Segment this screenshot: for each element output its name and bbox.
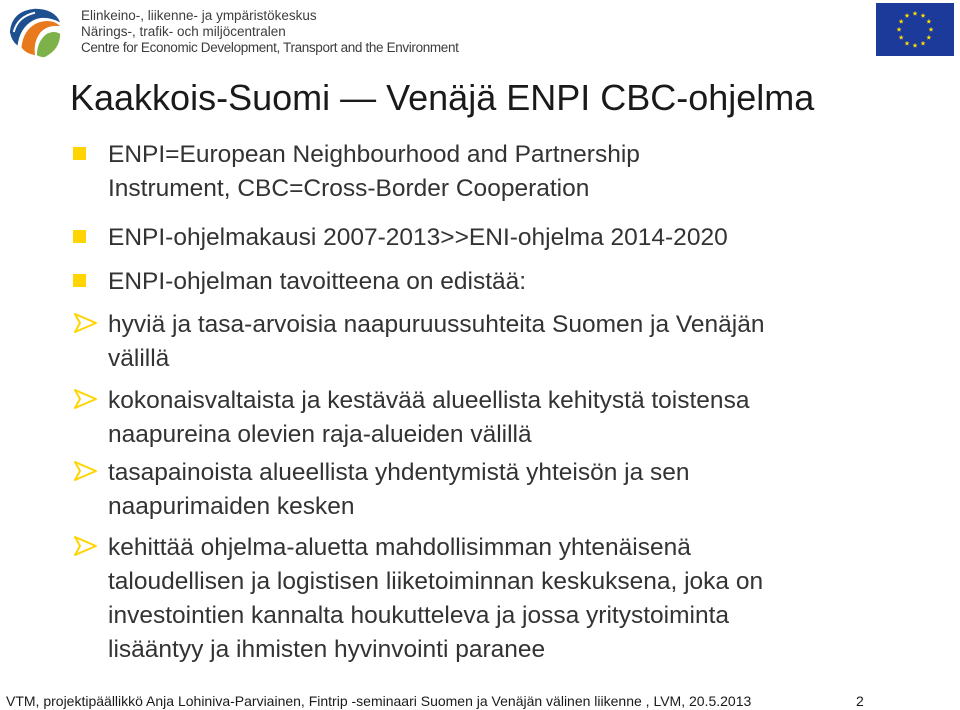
bullet-line: ENPI-ohjelmakausi 2007-2013>>ENI-ohjelma 2014-2020 [108,224,728,251]
bullet-item [108,221,928,255]
arrow-bullet-icon [73,534,98,558]
slide-footer: VTM, projektipäällikkö Anja Lohiniva-Parviainen, Fintrip -seminaari Suomen ja Venäjän välinen liikenne , LVM, 20.5.2013 [6,693,752,709]
bullet-item [108,265,928,299]
square-bullet-icon [73,147,86,160]
eu-flag-icon [876,3,954,56]
bullet-line: tasapainoista alueellista yhdentymistä yhteisön ja sen [108,459,690,486]
bullet-item [108,138,928,206]
bullet-item [108,308,928,376]
arrow-bullet-icon [73,459,98,483]
arrow-bullet-icon [73,311,98,335]
square-bullet-icon [73,274,86,287]
bullet-item [108,531,928,667]
bullet-line: ENPI=European Neighbourhood and Partnership [108,141,640,168]
arrow-bullet-icon [73,387,98,411]
bullet-line: välillä [108,345,170,372]
bullet-line: kokonaisvaltaista ja kestävää alueellista kehitystä toistensa [108,387,750,414]
bullet-line: kehittää ohjelma-aluetta mahdollisimman yhtenäisenä [108,534,691,561]
org-name-en: Centre for Economic Development, Transport and the Environment [81,40,459,55]
org-name-fi: Elinkeino-, liikenne- ja ympäristökeskus [81,8,317,23]
org-name-sv: Närings-, trafik- och miljöcentralen [81,24,286,39]
bullet-line: investointien kannalta houkutteleva ja jossa yritystoiminta [108,602,730,629]
square-bullet-icon [73,230,86,243]
bullet-line: lisääntyy ja ihmisten hyvinvointi paranee [108,636,546,663]
bullet-line: Instrument, CBC=Cross-Border Cooperation [108,175,590,202]
slide-title: Kaakkois-Suomi — Venäjä ENPI CBC-ohjelma [70,77,815,118]
organisation-name [81,8,459,56]
bullet-line: naapurimaiden kesken [108,493,355,520]
bullet-item [108,384,928,452]
ely-centre-logo [6,3,64,61]
bullet-line: hyviä ja tasa-arvoisia naapuruussuhteita Suomen ja Venäjän [108,311,765,338]
bullet-line: taloudellisen ja logistisen liiketoiminnan keskuksena, joka on [108,568,764,595]
bullet-line: ENPI-ohjelman tavoitteena on edistää: [108,268,527,295]
bullet-item [108,456,928,524]
bullet-line: naapureina olevien raja-alueiden välillä [108,421,532,448]
page-number: 2 [856,693,864,709]
